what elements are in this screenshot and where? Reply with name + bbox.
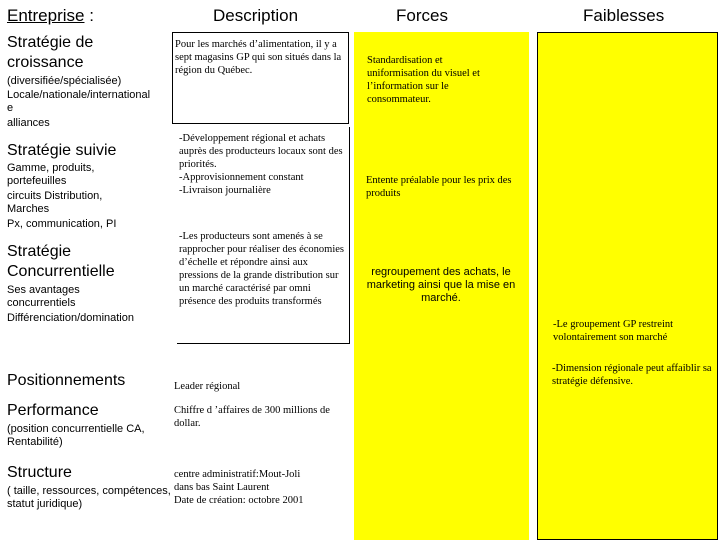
strategie-croissance-title: Stratégie de croissance xyxy=(7,34,94,71)
strategie-suivie-title: Stratégie suivie xyxy=(7,142,117,159)
header-entreprise xyxy=(7,6,94,26)
structure-title: Structure xyxy=(7,464,72,481)
description-3: -Les producteurs sont amenés à se rapprocher pour réaliser des économies d’échelle et répondre ainsi aux pressions de la grande distribution sur un marché caractérisé par omni présence des produits transformés xyxy=(179,231,345,307)
performance-sub: (position concurrentielle CA, Rentabilité) xyxy=(7,423,145,448)
conc-sub2: Différenciation/domination xyxy=(7,312,134,324)
description-4: Leader régional xyxy=(174,381,241,392)
description-2 xyxy=(179,132,349,197)
entreprise-label: Entreprise xyxy=(7,6,85,25)
performance-title: Performance xyxy=(7,402,99,419)
positionnements-title: Positionnements xyxy=(7,372,126,389)
faiblesse-1: -Le groupement GP restreint volontairement son marché xyxy=(553,319,674,343)
force-1: Standardisation et uniformisation du visuel et l’information sur le consommateur. xyxy=(367,55,480,105)
description-1: Pour les marchés d’alimentation, il y a sept magasins GP qui son situés dans la région du Québec. xyxy=(175,39,342,76)
suivie-sub3: Px, communication, PI xyxy=(7,218,117,230)
entreprise-colon: : xyxy=(84,6,94,25)
faiblesses-column xyxy=(537,32,718,540)
description-2-line3: -Livraison journalière xyxy=(179,185,271,196)
description-6-line1: centre administratif:Mout-Joli xyxy=(174,469,301,480)
croissance-sub2: Locale/nationale/international e xyxy=(7,89,151,114)
description-6 xyxy=(174,468,349,507)
croissance-sub1: (diversifiée/spécialisée) xyxy=(7,75,122,87)
force-3: regroupement des achats, le marketing ainsi que la mise en marché. xyxy=(366,266,516,304)
conc-sub1: Ses avantages concurrentiels xyxy=(7,284,80,309)
description-5: Chiffre d ’affaires de 300 millions de dollar. xyxy=(174,405,330,429)
strategie-concurrentielle-title: Stratégie Concurrentielle xyxy=(7,243,115,280)
faiblesse-2: -Dimension régionale peut affaiblir sa stratégie défensive. xyxy=(552,363,712,387)
description-6-line2: dans bas Saint Laurent xyxy=(174,482,270,493)
header-forces: Forces xyxy=(396,6,448,25)
description-6-line3: Date de création: octobre 2001 xyxy=(174,495,304,506)
force-2: Entente préalable pour les prix des produits xyxy=(366,175,512,199)
header-faiblesses: Faiblesses xyxy=(583,6,665,25)
header-description: Description xyxy=(213,6,299,25)
suivie-sub1: Gamme, produits, portefeuilles xyxy=(7,162,95,187)
croissance-sub3: alliances xyxy=(7,117,50,129)
description-2-line1: -Développement régional et achats auprès des producteurs locaux sont des priorités. xyxy=(179,133,343,170)
structure-sub: ( taille, ressources, compétences, statut juridique) xyxy=(7,485,171,510)
description-2-line2: -Approvisionnement constant xyxy=(179,172,304,183)
description-divider xyxy=(349,127,350,343)
suivie-sub2: circuits Distribution, Marches xyxy=(7,190,103,215)
